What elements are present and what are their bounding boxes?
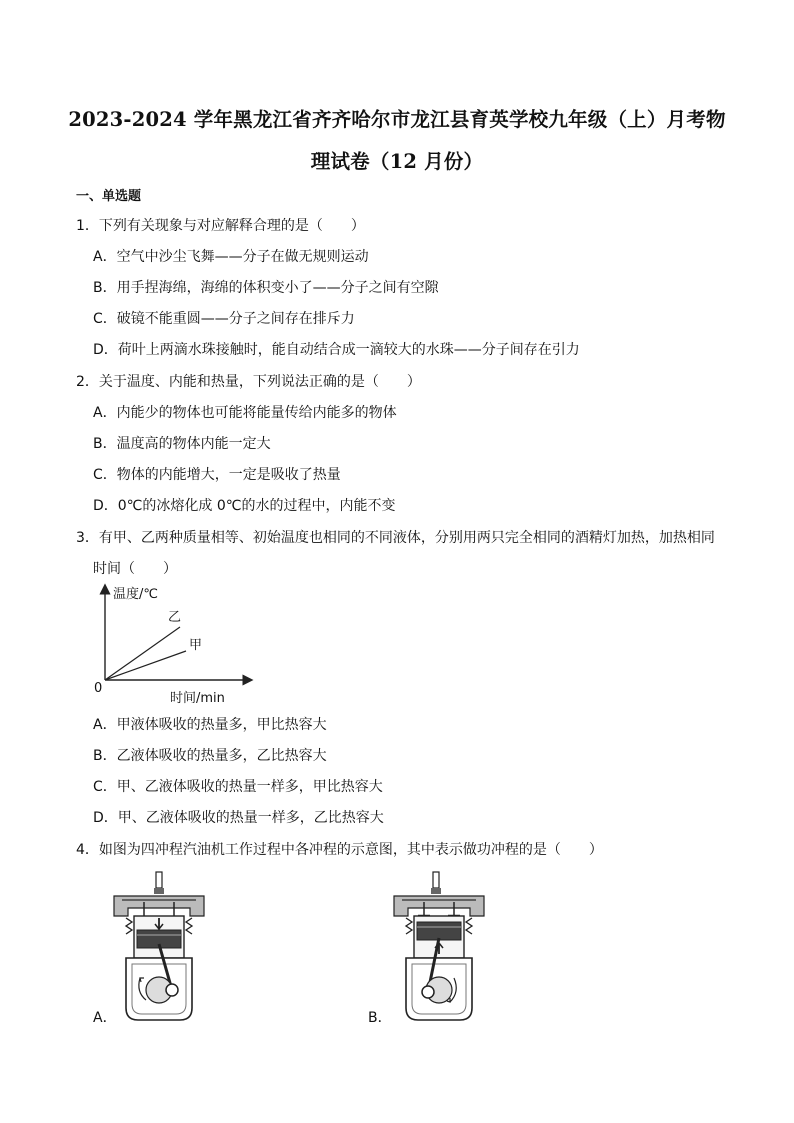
engine-diagram-b (384, 868, 504, 1028)
question-2-stem: 2．关于温度、内能和热量，下列说法正确的是（ ） (76, 374, 421, 390)
question-3-stem-line1: 3．有甲、乙两种质量相等、初始温度也相同的不同液体，分别用两只完全相同的酒精灯加热，加热相同 (76, 530, 715, 546)
question-2-option-c: C．物体的内能增大，一定是吸收了热量 (93, 467, 341, 483)
temperature-time-graph (88, 585, 268, 707)
question-2-option-b: B．温度高的物体内能一定大 (93, 436, 271, 452)
question-3-option-b: B．乙液体吸收的热量多，乙比热容大 (93, 748, 327, 764)
graph-origin: 0 (94, 681, 103, 696)
exam-title-line1: 2023-2024 学年黑龙江省齐齐哈尔市龙江县育英学校九年级（上）月考物 (68, 108, 726, 131)
question-1-option-d: D．荷叶上两滴水珠接触时，能自动结合成一滴较大的水珠——分子间存在引力 (93, 342, 580, 358)
section-heading: 一、单选题 (76, 189, 142, 204)
question-4-option-a-label: A． (93, 1010, 117, 1026)
graph-line-yi (105, 627, 180, 680)
question-4-stem: 4．如图为四冲程汽油机工作过程中各冲程的示意图，其中表示做功冲程的是（ ） (76, 842, 603, 858)
graph-label-jia: 甲 (189, 638, 203, 653)
question-1-option-b: B．用手捏海绵，海绵的体积变小了——分子之间有空隙 (93, 280, 439, 296)
question-3-option-a: A．甲液体吸收的热量多，甲比热容大 (93, 717, 327, 733)
question-3-stem-line2: 时间（ ） (93, 561, 177, 577)
graph-x-label: 时间/min (170, 691, 225, 706)
question-2-option-d: D．0℃的冰熔化成 0℃的水的过程中，内能不变 (93, 498, 396, 514)
question-1-stem: 1．下列有关现象与对应解释合理的是（ ） (76, 218, 365, 234)
question-3-option-c: C．甲、乙液体吸收的热量一样多，甲比热容大 (93, 779, 383, 795)
question-1-option-c: C．破镜不能重圆——分子之间存在排斥力 (93, 311, 355, 327)
question-2-option-a: A．内能少的物体也可能将能量传给内能多的物体 (93, 405, 397, 421)
engine-diagram-a (104, 868, 224, 1028)
question-4-option-b-label: B． (368, 1010, 392, 1026)
exam-title-line2: 理试卷（12 月份） (310, 150, 484, 173)
graph-y-label: 温度/℃ (113, 587, 158, 602)
graph-line-jia (105, 651, 186, 680)
question-3-option-d: D．甲、乙液体吸收的热量一样多，乙比热容大 (93, 810, 384, 826)
question-1-option-a: A．空气中沙尘飞舞——分子在做无规则运动 (93, 249, 369, 265)
graph-label-yi: 乙 (168, 610, 182, 625)
